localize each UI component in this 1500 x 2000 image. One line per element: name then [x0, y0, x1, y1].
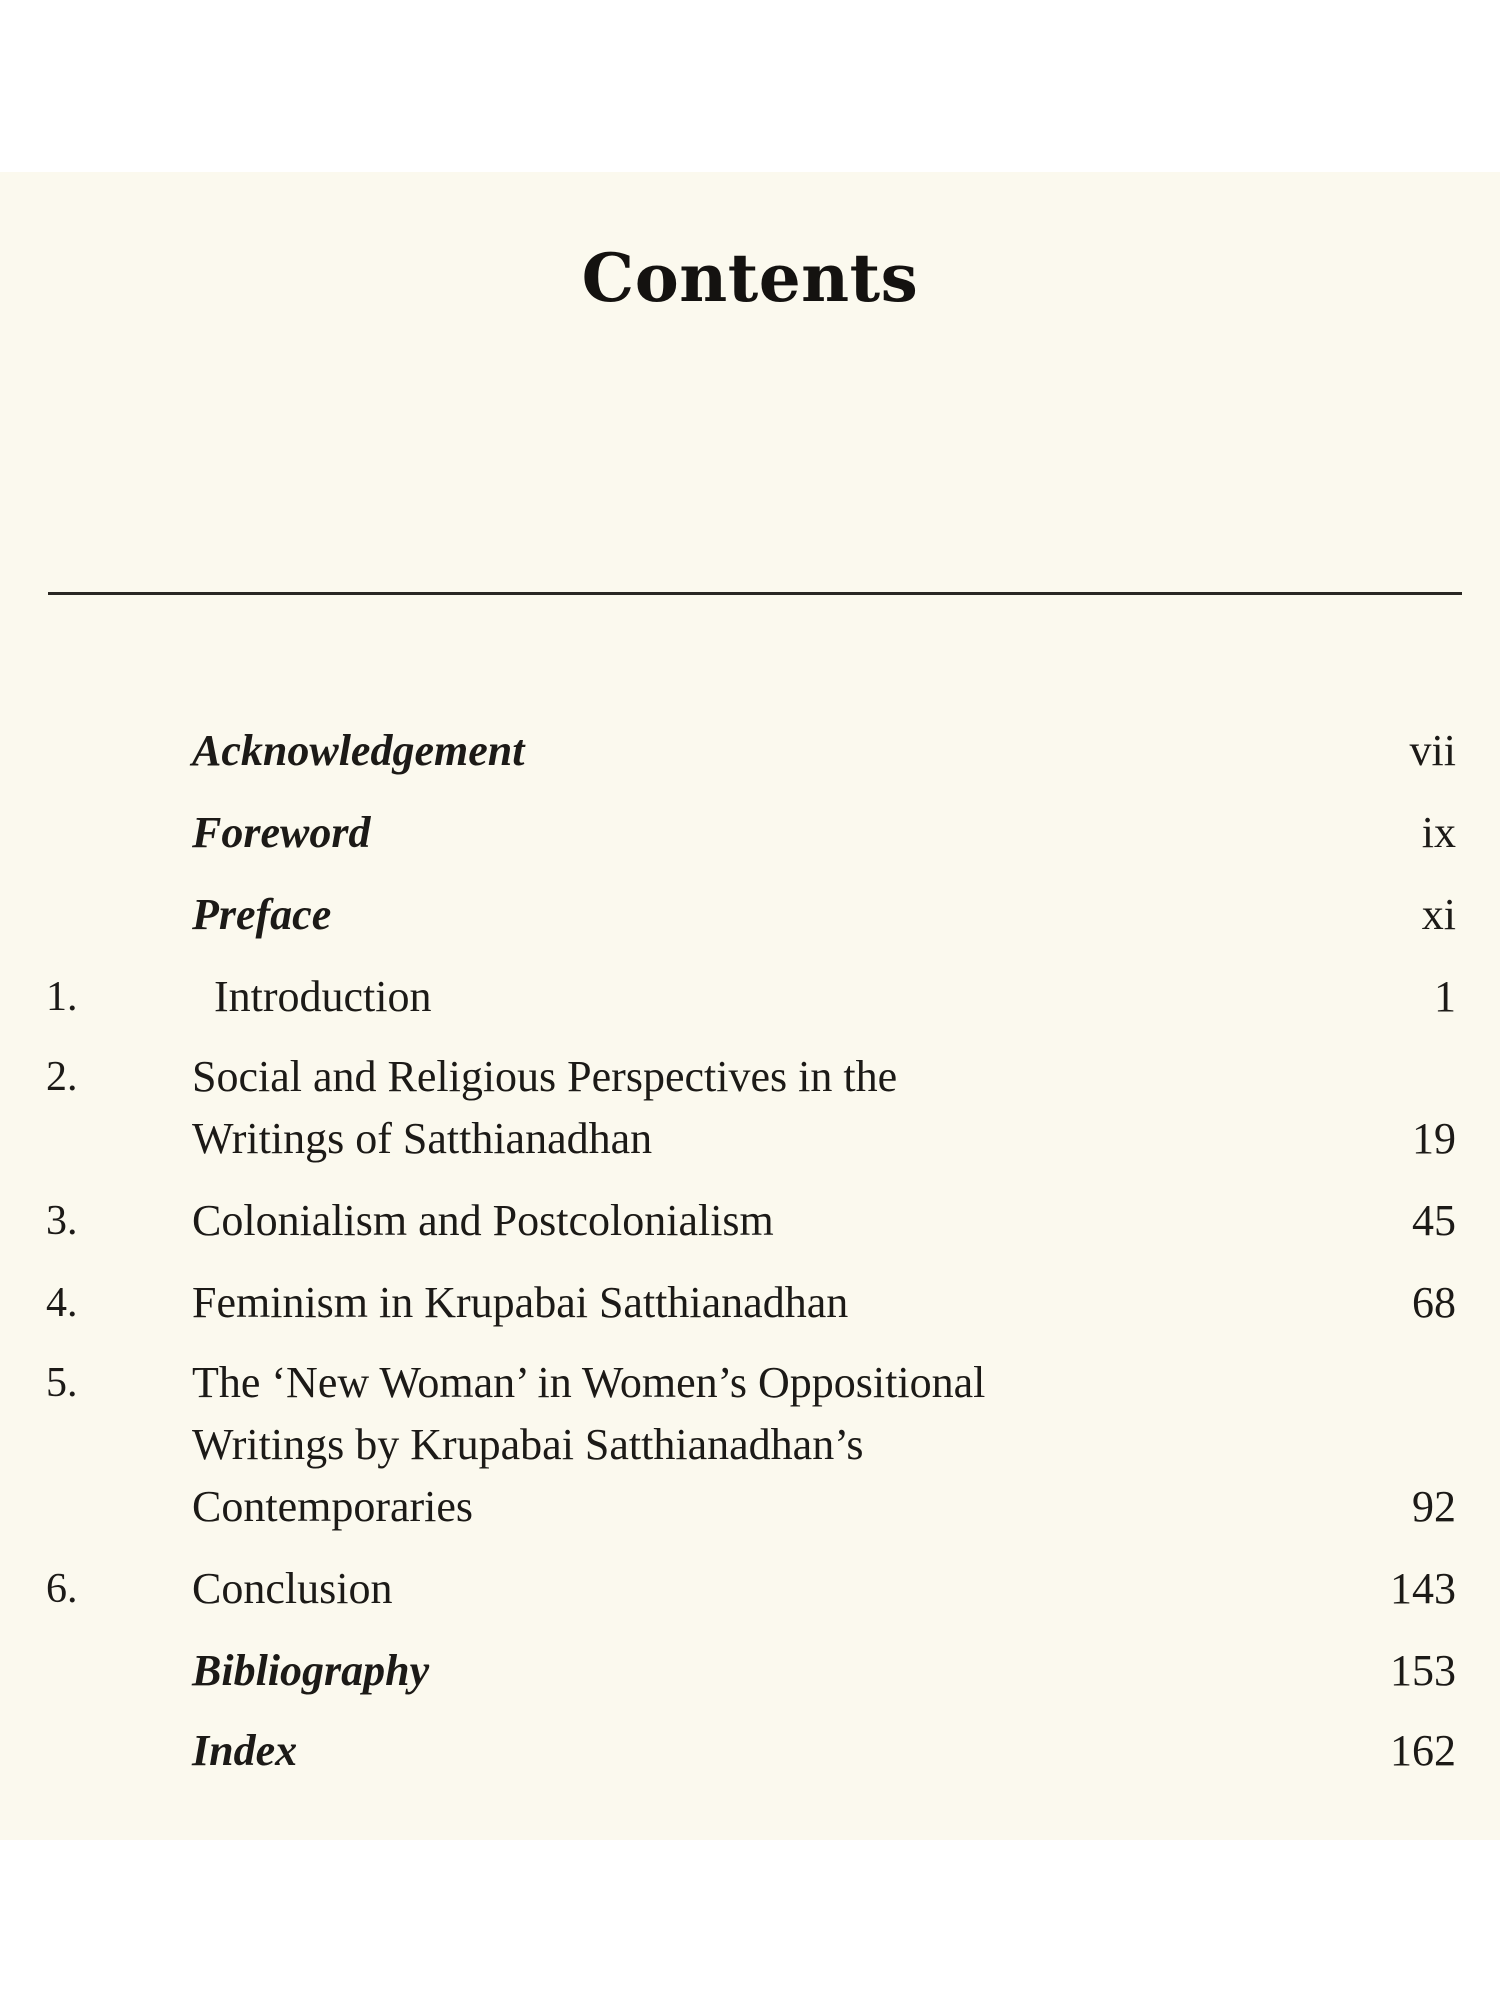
toc-entry-label: Feminism in Krupabai Satthianadhan [192, 1278, 849, 1327]
toc-entry-label: Colonialism and Postcolonialism [192, 1196, 774, 1245]
toc-entry-page: 1 [1434, 972, 1456, 1021]
toc-entry-page: 45 [1412, 1196, 1456, 1245]
toc-entry-label: Social and Religious Perspectives in the Writings of Satthianadhan [192, 1052, 898, 1163]
toc-entry-label: The ‘New Woman’ in Women’s Oppositional Writings by Krupabai Satthianadhan’s Contemporaries [192, 1358, 986, 1531]
toc-entry-number: 1. [46, 974, 78, 1020]
toc-entry-page: 153 [1390, 1646, 1456, 1695]
toc-entry-page: 92 [1412, 1482, 1456, 1531]
toc-entry-page: xi [1421, 890, 1456, 939]
toc-entry-page: vii [1409, 726, 1456, 775]
toc-entry-page: ix [1421, 808, 1456, 857]
toc-entry-number: 2. [46, 1054, 78, 1100]
toc-entry-label: Preface [192, 890, 332, 939]
toc-entry-label: Acknowledgement [192, 726, 525, 775]
toc-entry-page: 143 [1390, 1564, 1456, 1613]
toc-entry-number: 3. [46, 1198, 78, 1244]
page-title: Contents [581, 239, 919, 317]
toc-entry-number: 5. [46, 1360, 78, 1406]
toc-entry-page: 162 [1390, 1726, 1456, 1775]
toc-entry-number: 6. [46, 1566, 78, 1612]
toc-entry-label: Conclusion [192, 1564, 393, 1613]
toc-entry-page: 19 [1412, 1114, 1456, 1163]
toc-entry-label: Foreword [192, 808, 371, 857]
toc-entry-label: Bibliography [192, 1646, 430, 1695]
toc-entry-page: 68 [1412, 1278, 1456, 1327]
toc-entry-number: 4. [46, 1280, 78, 1326]
toc-entry-label: Introduction [214, 972, 432, 1021]
toc-entry-label: Index [192, 1726, 298, 1775]
